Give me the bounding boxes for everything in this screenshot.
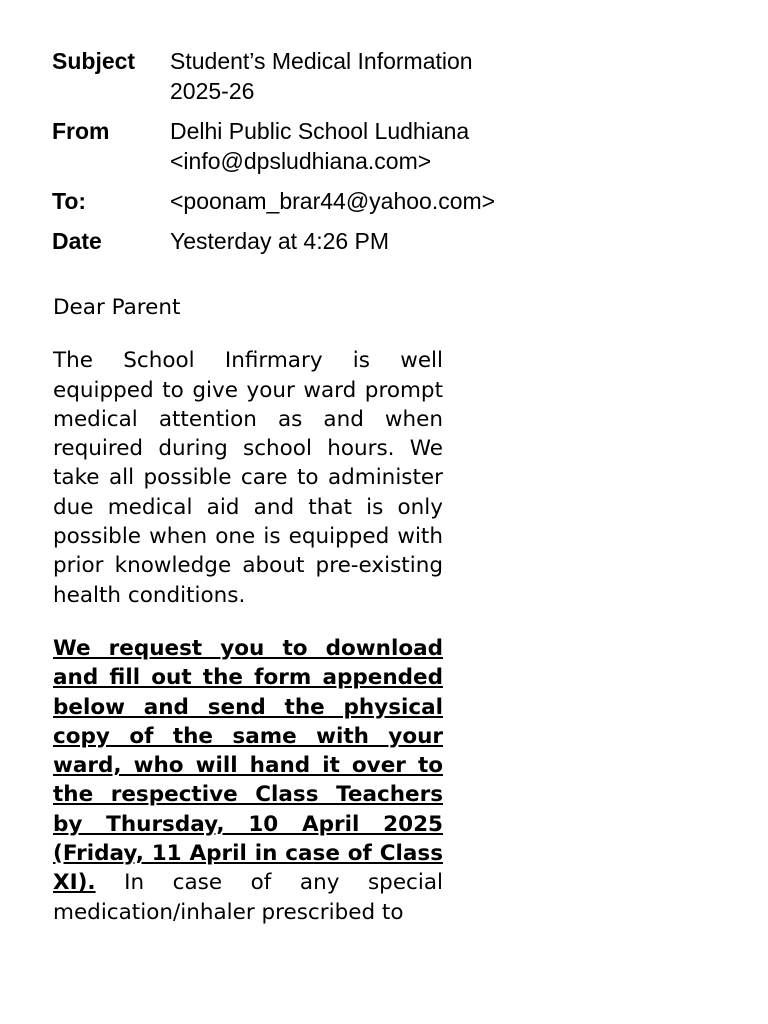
greeting: Dear Parent — [53, 295, 181, 320]
to-value[interactable] — [170, 186, 612, 216]
to-email[interactable]: <poonam_brar44@yahoo.com> — [170, 188, 496, 214]
to-label: To: — [52, 188, 87, 214]
from-email[interactable]: <info@dpsludhiana.com> — [170, 148, 432, 174]
request-continuation: In case of any special medication/inhaler prescribed to — [53, 870, 443, 925]
request-emphasis: We request you to download and fill out the form appended below and send the physical copy of the same with your ward, who will hand it over to the respective Class Teachers by Thursday, 10 April 2025 (Friday, 11 April in case of Class XI). — [53, 635, 443, 896]
date-text: Yesterday at 4:26 PM — [170, 228, 390, 254]
from-row — [52, 116, 612, 176]
date-value — [170, 226, 612, 256]
paragraph-infirmary: The School Infirmary is well equipped to give your ward prompt medical attention as and when required during school hours. We take all possible care to administer due medical aid and that is only possible when one is equipped with prior knowledge about pre-existing health conditions. — [53, 348, 443, 608]
email-header — [52, 46, 612, 266]
subject-line-1: Student’s Medical Information — [170, 48, 473, 74]
subject-row — [52, 46, 612, 106]
from-label: From — [52, 118, 110, 144]
date-label: Date — [52, 228, 102, 254]
from-name: Delhi Public School Ludhiana — [170, 118, 470, 144]
subject-value[interactable] — [170, 46, 612, 106]
from-value[interactable] — [170, 116, 612, 176]
date-row — [52, 226, 612, 256]
email-body — [53, 293, 443, 951]
to-row — [52, 186, 612, 216]
subject-label: Subject — [52, 48, 136, 74]
subject-line-2: 2025-26 — [170, 78, 255, 104]
paragraph-request — [53, 634, 443, 927]
